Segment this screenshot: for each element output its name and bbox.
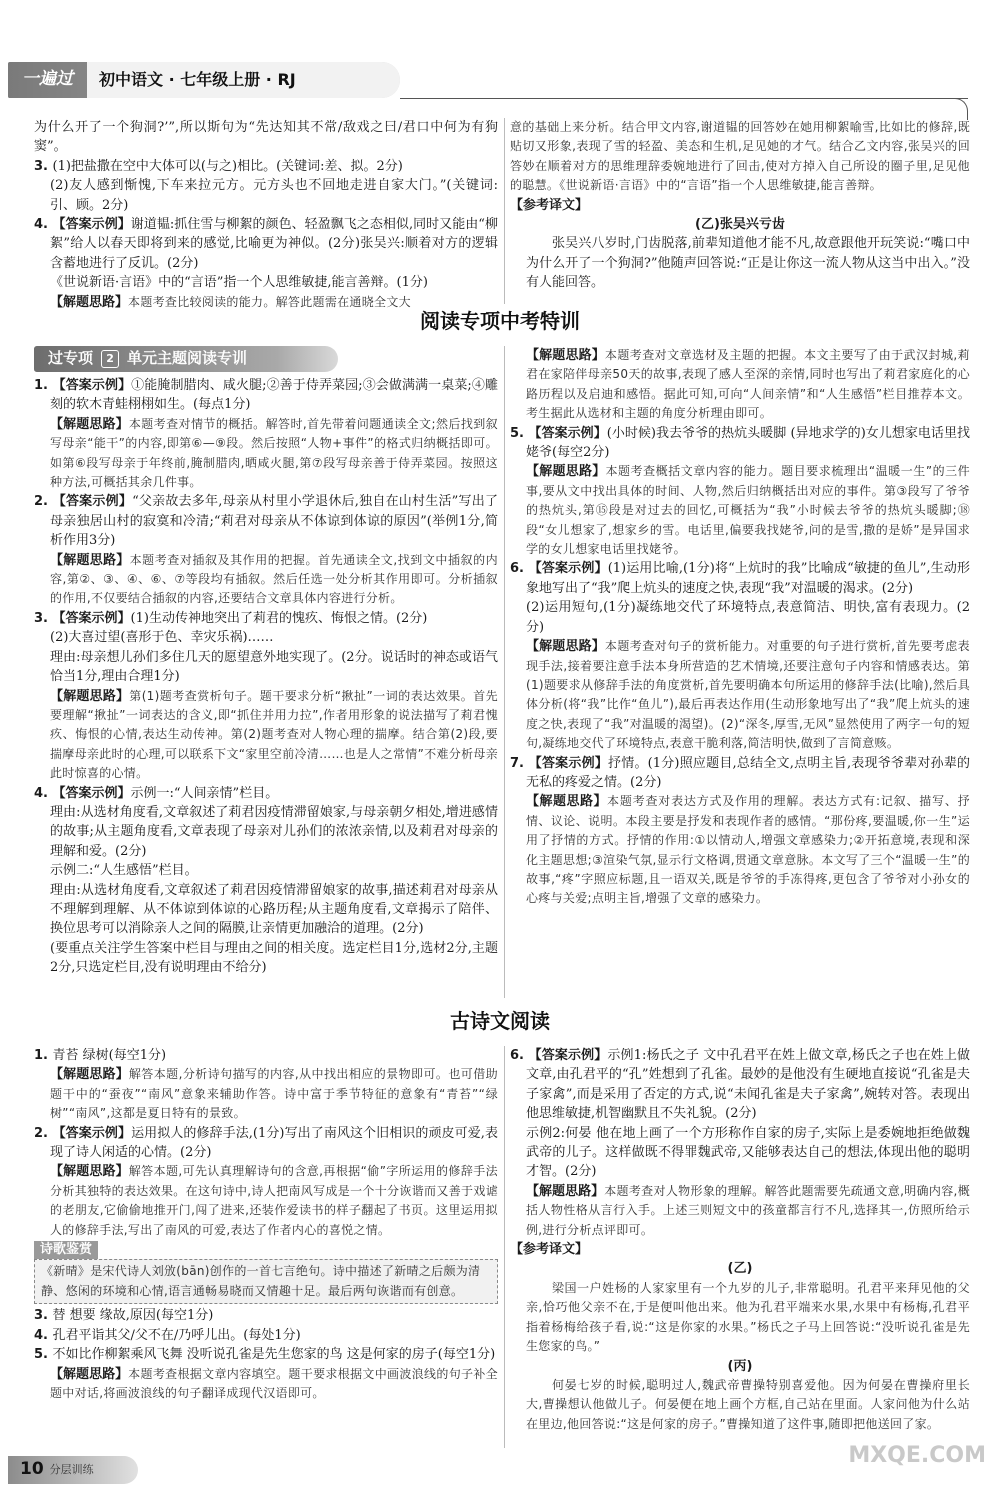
answer-item <box>34 1326 498 1345</box>
analysis-text: 本题考查对情节的概括。解答时,首先带着问题通读全文;然后找到叙写母亲“能干”的内容,即第⑥—⑨段。然后按照“人物+事件”的格式归纳概括即可。如第⑥段写母亲于年终前,腌制腊肉,晒咸火腿,第⑦段写母亲善于侍弄菜园。按照这种方法,可概括其余几件事。 <box>50 416 498 490</box>
item-number: 6. <box>510 1048 529 1063</box>
answer-item <box>34 492 498 550</box>
analysis-text: 本题考查对文章选材及主题的把握。本文主要写了由于武汉封城,莉君在家陪伴母亲50天的故事,表现了感人至深的亲情,同时也写出了莉君家庭化的心路历程以及启迪和感悟。据此可知,可向“人间亲情”和“人生感悟”栏目推荐本文。考生据此从选材和主题的角度分析理由即可。 <box>526 348 970 421</box>
answer-item <box>34 784 498 803</box>
item-number: 5. <box>34 1347 53 1363</box>
translation-heading: (乙)张吴兴亏齿 <box>695 217 785 233</box>
header-rule <box>400 98 968 99</box>
page-footer <box>8 1456 138 1484</box>
analysis-text: 本题考查对插叙及其作用的把握。首先通读全文,找到文中插叙的内容,第②、③、④、⑥、⑦等段均有插叙。然后任选一处分析其作用即可。分析插叙的作用,不仅要结合插叙的内容,还要结合文章具体内容进行分析。 <box>50 552 498 606</box>
answer-text: 理由:从选材角度看,文章叙述了莉君因疫情滞留娘家,与母亲朝夕相处,增进感情的故事;从主题角度看,文章表现了母亲对儿孙们的浓浓亲情,以及莉君对母亲的理解和爱。(2分) <box>50 804 498 859</box>
footer-label: 分层训练 <box>49 1463 94 1477</box>
answer-tag: 【答案示例】 <box>52 378 132 393</box>
answer-tag: 【参考译文】 <box>510 197 589 213</box>
analysis-text: 本题考查对句子的赏析能力。对重要的句子进行赏析,首先要考虑表现手法,接着要注意手法本身所营造的艺术情境,还要注意句子内容和情感表达。第(1)题要求从修辞手法的角度赏析,首先要明确本句所运用的修辞手法(比喻),然后具体分析(将“我”比作“鱼儿”),最后再表达作用(生动形象地写出了“我”爬上炕头的速度之快,表现了“我”对温暖的渴望)。(2)“深冬,厚雪,无风”显然使用了两字一句的短句,凝练地交代了环境特点,表意干脆利落,简洁明快,做到了言简意赅。 <box>526 639 970 751</box>
page-number: 10 <box>20 1459 44 1480</box>
answer-tag: 【解题思路】 <box>526 794 608 810</box>
answer-text: 青苔 绿树(每空1分) <box>52 1048 167 1063</box>
watermark: MXQE.COM <box>848 1443 986 1468</box>
answer-tag: 【解题思路】 <box>50 416 129 432</box>
answer-text: (要重点关注学生答案中栏目与理由之间的相关度。选定栏目1分,选材2分,主题2分,只选定栏目,没有说明理由不给分) <box>50 940 498 976</box>
answer-text: 不如比作柳絮乘风飞舞 没听说孔雀是先生您家的鸟 这是何家的房子(每空1分) <box>52 1347 496 1363</box>
item-number: 3. <box>34 158 53 174</box>
answer-paragraph <box>510 1376 970 1434</box>
answer-paragraph <box>510 1182 970 1240</box>
answer-text: (2)友人感到惭愧,下车来拉元方。元方头也不回地走进自家大门。”(关键词:引、顾。2分) <box>50 178 498 213</box>
header-rule-corner <box>955 98 968 120</box>
answer-text: 示例二:“人生感悟”栏目。 <box>50 863 198 879</box>
answer-text: (2)运用短句,(1分)凝练地交代了环境特点,表意简洁、明快,富有表现力。(2分) <box>526 600 970 635</box>
answer-item <box>510 754 970 793</box>
answer-text: 运用拟人的修辞手法,(1分)写出了南风这个旧相识的顽皮可爱,表现了诗人闲适的心情。(2分) <box>50 1125 498 1161</box>
answer-tag: 【参考译文】 <box>510 1242 589 1258</box>
answer-item <box>34 376 498 415</box>
bottom-right-column <box>510 1046 970 1434</box>
answer-text: 理由:从选材角度看,文章叙述了莉君因疫情滞留娘家的故事,描述莉君对母亲从不理解到理解、从不体谅到体谅的心路历程;从主题角度看,文章揭示了陪伴、换位思考可以消除亲人之间的隔膜,让亲情更加融洽的道理。(2分) <box>50 882 498 937</box>
poem-tag-row <box>34 1240 498 1259</box>
answer-text: (小时候)我去爷爷的热炕头暖脚 (异地求学的)女儿想家电话里找姥爷(每空2分) <box>526 425 970 461</box>
answer-tag: 【答案示例】 <box>528 425 607 441</box>
answer-text: (1)生动传神地突出了莉君的愧疚、悔恨之情。(2分) <box>130 610 428 626</box>
answer-text: 孔君平诣其父/父不在/乃呼儿出。(每处1分) <box>52 1327 301 1343</box>
answer-paragraph <box>510 1124 970 1182</box>
answer-paragraph <box>34 176 498 215</box>
column-divider-3 <box>504 1046 505 1448</box>
translation-heading: (丙) <box>727 1358 753 1374</box>
answer-tag: 【解题思路】 <box>50 688 130 704</box>
answer-item <box>34 609 498 628</box>
answer-item <box>34 1306 498 1325</box>
answer-tag: 【解题思路】 <box>526 1183 605 1199</box>
answer-text: 替 想要 缘故,原因(每空1分) <box>52 1308 214 1324</box>
top-left-column <box>34 118 498 312</box>
mid-right-column <box>510 346 970 909</box>
answer-tag: 【解题思路】 <box>50 1164 129 1180</box>
analysis-text: 梁国一户姓杨的人家家里有一个九岁的儿子,非常聪明。孔君平来拜见他的父亲,恰巧他父亲不在,于是便叫他出来。他为孔君平端来水果,水果中有杨梅,孔君平指着杨梅给孩子看,说:“这是你家的水果。”杨氏之子马上回答说:“没听说孔雀是先生您家的鸟。” <box>526 1280 970 1354</box>
translation-heading: (乙) <box>727 1261 753 1277</box>
poem-appreciation-box: 《新晴》是宋代诗人刘攽(bān)创作的一首七言绝句。诗中描述了新晴之后颇为清静、悠闲的环境和心情,语言通畅易晓而又情趣十足。最后两句诙谐而有创意。 <box>34 1259 498 1304</box>
analysis-text: 第(1)题考查赏析句子。题干要求分析“揪扯”一词的表达效果。首先要理解“揪扯”一词表达的含义,即“抓住并用力拉”,作者用形象的说法描写了莉君愧疚、悔恨的心情,表达生动传神。第(2)题考查对人物心理的揣摩。结合第(2)段,要揣摩母亲此时的心理,可以联系下文“家里空前冷清……也是人之常情”不难分析母亲此时惊喜的心情。 <box>50 688 498 781</box>
column-divider-2 <box>504 346 505 998</box>
item-number: 2. <box>34 494 53 510</box>
answer-tag: 【解题思路】 <box>526 348 605 363</box>
item-number: 1. <box>34 378 53 393</box>
answer-text: 谢道韫:抓住雪与柳絮的颜色、轻盈飘飞之态相似,同时又能由“柳絮”给人以春天即将到来的感觉,比喻更为神似。(2分)张吴兴:顺着对方的逻辑含蓄地进行了反讥。(2分) <box>50 217 498 271</box>
answer-item <box>510 424 970 463</box>
badge-label: 过专项 <box>48 349 94 368</box>
answer-tag: 【答案示例】 <box>528 1048 608 1063</box>
item-number: 5. <box>510 425 529 441</box>
book-title: 初中语文 · 七年级上册 · RJ <box>87 62 400 98</box>
answer-tag: 【答案示例】 <box>528 561 608 577</box>
answer-paragraph <box>34 648 498 687</box>
page-header <box>8 62 400 98</box>
answer-paragraph <box>34 1065 498 1123</box>
unit-badge <box>34 346 338 372</box>
answer-text: 示例1:杨氏之子 文中孔君平在姓上做文章,杨氏之子也在姓上做文章,由孔君平的“孔”姓想到了孔雀。最妙的是他没有生硬地直接说“孔雀是夫子家禽”,而是采用了否定的方式,说“未闻孔雀是夫子家禽”,婉转对答。表现出他思维敏捷,机智幽默且不失礼貌。(2分) <box>526 1048 970 1122</box>
answer-item <box>510 559 970 598</box>
item-number: 3. <box>34 610 53 626</box>
answer-text: 为什么开了一个狗洞?’”,所以斯句为“先达知其不常/敌戏之曰/君口中何为有狗窦”。 <box>34 120 498 155</box>
answer-paragraph <box>34 803 498 861</box>
top-right-column <box>510 118 970 293</box>
answer-item <box>34 1046 498 1065</box>
answer-tag: 【答案示例】 <box>52 1125 132 1141</box>
bottom-left-column <box>34 1046 498 1403</box>
answer-text: 抒情。(1分)照应题目,总结全文,点明主旨,表现爷爷辈对孙辈的无私的疼爱之情。(2分) <box>526 755 970 790</box>
answer-paragraph <box>510 637 970 753</box>
analysis-text: 本题考查比较阅读的能力。解答此题需在通晓全文大 <box>128 294 411 309</box>
answer-text: (1)把盐撒在空中大体可以(与之)相比。(关键词:差、拟。2分) <box>52 158 403 174</box>
answer-item <box>510 1046 970 1124</box>
answer-tag: 【解题思路】 <box>50 1067 129 1083</box>
answer-paragraph <box>510 1279 970 1357</box>
analysis-text: 本题考查根据文章内容填空。题干要求根据文中画波浪线的句子补全题中对话,将画波浪线的句子翻译成现代汉语即可。 <box>50 1366 498 1400</box>
item-number: 7. <box>510 755 529 771</box>
answer-text: 理由:母亲想儿孙们多住几天的愿望意外地实现了。(2分。说话时的神态或语气恰当1分,理由合理1分) <box>50 649 498 685</box>
answer-tag: 【答案示例】 <box>528 755 609 771</box>
answer-text: 《世说新语·言语》中的“言语”指一个人思维敏捷,能言善辩。(1分) <box>50 275 428 291</box>
badge-subtitle: 单元主题阅读专训 <box>127 349 248 368</box>
item-number: 4. <box>34 217 53 233</box>
answer-item <box>34 1345 498 1364</box>
answer-item <box>34 215 498 273</box>
analysis-text: 解答本题,分析诗句描写的内容,从中找出相应的景物即可。也可借助题干中的“蚕夜”“南风”意象来辅助作答。诗中富于季节特征的意象有“青苔”“绿树”“南风”,这都是夏日特有的景致。 <box>50 1067 498 1121</box>
answer-text: 张吴兴八岁时,门齿脱落,前辈知道他才能不凡,故意跟他开玩笑说:“嘴口中为什么开了一个狗洞?”他随声回答说:“正是让你这一流人物从这当中出入。”没有人能回答。 <box>526 236 970 291</box>
answer-tag: 【解题思路】 <box>526 464 606 480</box>
answer-paragraph <box>34 861 498 880</box>
brand-logo: 一遍过 <box>22 69 73 90</box>
answer-paragraph <box>510 462 970 559</box>
section-title-reading: 阅读专项中考特训 <box>420 309 580 333</box>
analysis-text: 本题考查对表达方式及作用的理解。表达方式有:记叙、描写、抒情、议论、说明。本段主要是抒发和表现作者的感情。“那份疼,要温暖,你一生”运用了抒情的方式。抒情的作用:①以情动人,增强文章感染力;②开拓意境,表现和深化主题思想;③渲染气氛,显示行文格调,贯通文章意脉。本文写了三个“温暖一生”的故事,“疼”字照应标题,且一语双关,既是爷爷的手冻得疼,更包含了爷爷对小孙女的心疼与关爱;点明主旨,增强了文章的感染力。 <box>526 794 970 906</box>
section-title-poetry: 古诗文阅读 <box>450 1009 550 1033</box>
analysis-text: 何晏七岁的时候,聪明过人,魏武帝曹操特别喜爱他。因为何晏在曹操府里长大,曹操想认他做儿子。何晏便在地上画个方框,自己站在里面。人家问他为什么站在里边,他回答说:“这是何家的房子。”曹操知道了这件事,随即把他送回了家。 <box>526 1377 970 1431</box>
answer-paragraph <box>510 346 970 424</box>
item-number: 1. <box>34 1048 53 1063</box>
answer-tag: 【答案示例】 <box>52 610 131 626</box>
poem-appreciation-tag: 诗歌鉴赏 <box>34 1241 98 1259</box>
answer-paragraph <box>510 1240 970 1259</box>
answer-paragraph <box>34 273 498 292</box>
item-number: 4. <box>34 1327 53 1343</box>
answer-paragraph <box>34 687 498 784</box>
answer-paragraph <box>34 118 498 157</box>
answer-paragraph <box>510 792 970 908</box>
item-number: 3. <box>34 1308 53 1324</box>
answer-text: 示例2:何晏 他在地上画了一个方形称作自家的房子,实际上是委婉地拒绝做魏武帝的儿子。这样做既不得罪魏武帝,又能够表达自己的想法,体现出他的聪明才智。(2分) <box>526 1125 970 1180</box>
answer-paragraph <box>34 1365 498 1404</box>
answer-text: “父亲故去多年,母亲从村里小学退休后,独自在山村生活”写出了母亲独居山村的寂寞和冷清;“莉君对母亲从不体谅到体谅的原因”(举例1分,简析作用3分) <box>50 494 498 549</box>
item-number: 4. <box>34 785 53 801</box>
answer-paragraph <box>34 881 498 939</box>
answer-tag: 【解题思路】 <box>50 1366 129 1382</box>
item-number: 2. <box>34 1125 53 1141</box>
answer-tag: 【答案示例】 <box>52 494 133 510</box>
answer-paragraph <box>510 598 970 637</box>
analysis-text: 解答本题,可先认真理解诗句的含意,再根据“偷”字所运用的修辞手法分析其独特的表达效果。在这句诗中,诗人把南风写成是一个十分诙谐而又善于戏谑的老朋友,它偷偷地推开门,闯了进来,还装作爱读书的样子翻起了书页。这里运用拟人的修辞手法,写出了南风的可爱,表达了作者内心的喜悦之情。 <box>50 1164 498 1237</box>
item-number: 6. <box>510 561 529 577</box>
answer-paragraph <box>34 1162 498 1240</box>
answer-item <box>34 157 498 176</box>
answer-text: ①能腌制腊肉、咸火腿;②善于侍弄菜园;③会做满满一桌菜;④雕刻的软木青蛙栩栩如生。(每点1分) <box>50 378 498 413</box>
answer-tag: 【答案示例】 <box>52 785 131 801</box>
answer-text: 示例一:“人间亲情”栏目。 <box>130 785 279 801</box>
answer-tag: 【答案示例】 <box>52 217 131 233</box>
column-divider-1 <box>504 118 505 304</box>
answer-paragraph <box>510 196 970 215</box>
answer-tag: 【解题思路】 <box>50 294 129 310</box>
answer-tag: 【解题思路】 <box>526 639 605 655</box>
answer-paragraph <box>34 628 498 647</box>
answer-paragraph <box>34 415 498 493</box>
answer-paragraph <box>510 118 970 196</box>
answer-text: (2)大喜过望(喜形于色、幸灾乐祸)…… <box>50 630 274 646</box>
answer-paragraph <box>510 234 970 292</box>
answer-item <box>34 1124 498 1163</box>
analysis-text: 本题考查概括文章内容的能力。题目要求梳理出“温暖一生”的三件事,要从文中找出具体的时间、人物,然后归纳概括出对应的事件。第③段写了爷爷的热炕头,第⑮段是对过去的回忆,可概括为“我”小时候去爷爷的热炕头暖脚;⑱段“女儿想家了,想家乡的雪。电话里,偏要我找姥爷,问的是雪,撒的是娇”是异国求学的女儿想家电话里找姥爷。 <box>526 464 970 557</box>
answer-paragraph <box>34 939 498 978</box>
answer-tag: 【解题思路】 <box>50 552 130 568</box>
badge-number: 2 <box>101 350 119 368</box>
answer-paragraph <box>34 551 498 609</box>
answer-text: (1)运用比喻,(1分)将“上炕时的我”比喻成“敏捷的鱼儿”,生动形象地写出了“我”爬上炕头的速度之快,表现“我”对温暖的渴求。(2分) <box>526 561 970 596</box>
mid-left-column <box>34 376 498 978</box>
analysis-text: 意的基础上来分析。结合甲文内容,谢道韫的回答妙在她用柳絮喻雪,比如比的修辞,既贴切又形象,表现了雪的轻盈、美态和生机,足见她的才气。结合乙文内容,张吴兴的回答妙在顺着对方的思维理辞委婉地进行了回击,使对方掉入自己所设的圈子里,足见他的聪慧。《世说新语·言语》中的“言语”指一个人思维敏捷,能言善辩。 <box>510 120 970 193</box>
analysis-text: 本题考查对人物形象的理解。解答此题需要先疏通文意,明确内容,概括人物性格从言行入手。上述三则短文中的孩童都言行不凡,选择其一,仿照所给示例,进行分析点评即可。 <box>526 1183 970 1237</box>
